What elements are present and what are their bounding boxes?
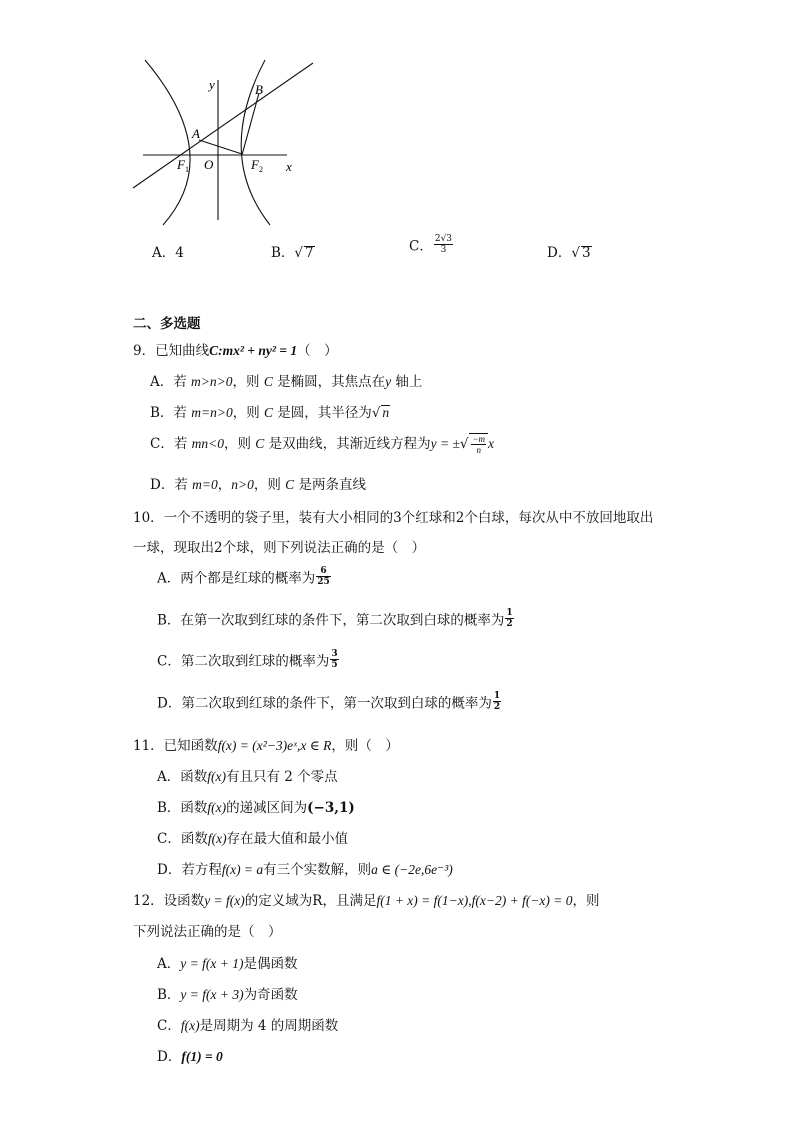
q11-function: f(x) = (x²−3)eˣ,x ∈ R — [217, 738, 332, 753]
q9-c-fraction: $\frac{-m}{n}$ — [472, 434, 486, 455]
q8-choice-d — [547, 241, 592, 261]
q10-option-a: A．两个都是红球的概率为 $\frac{6}{25}$ — [157, 566, 330, 587]
q9-option-c: C．若 mn<0，则 C 是双曲线，其渐近线方程为y = ±√ $\frac{-m}{n}$ x — [150, 434, 495, 455]
q12-stem-line1: 12．设函数y = f(x)的定义域为R，且满足f(1 + x) = f(1−x),f(x−2) + f(−x) = 0，则 — [133, 893, 600, 909]
q9-stem: 9．已知曲线C:mx² + ny² = 1（ ） — [133, 343, 338, 359]
q10-option-d: D．第二次取到红球的条件下，第一次取到白球的概率为 $\frac{1}{2}$ — [157, 691, 501, 712]
q12-condition: f(1 + x) = f(1−x),f(x−2) + f(−x) = 0 — [376, 893, 573, 908]
q10-option-c: C．第二次取到红球的概率为 $\frac{3}{5}$ — [157, 649, 338, 670]
q10-b-fraction: $\frac{1}{2}$ — [506, 608, 513, 629]
sqrt-symbol-icon: √ — [459, 436, 469, 452]
section-title: 二、多选题 — [133, 316, 201, 332]
left-branch — [145, 60, 190, 225]
q8-choice-c — [409, 234, 454, 255]
q9-option-b: B．若 m=n>0，则 C 是圆，其半径为√ n — [150, 405, 390, 421]
segment-af2 — [199, 140, 242, 154]
q11-stem: 11．已知函数f(x) = (x²−3)eˣ,x ∈ R，则（ ） — [133, 738, 399, 754]
q10-c-fraction: $\frac{3}{5}$ — [331, 649, 338, 670]
q12-option-a: A．y = f(x + 1)是偶函数 — [157, 956, 298, 972]
origin-label: O — [204, 157, 214, 172]
axis-x-label: x — [286, 159, 292, 174]
q10-d-fraction: $\frac{1}{2}$ — [493, 691, 501, 712]
sqrt-symbol-icon: √ — [371, 405, 381, 421]
q10-a-fraction: $\frac{6}{25}$ — [317, 566, 330, 587]
q10-option-b: B．在第一次取到红球的条件下，第二次取到白球的概率为 $\frac{1}{2}$ — [157, 608, 513, 629]
q10-stem-line1: 10．一个不透明的袋子里，装有大小相同的3个红球和2个白球，每次从中不放回地取出 — [133, 510, 654, 526]
axis-y-label: y — [209, 77, 215, 92]
focus-1-label: $F_1$ — [177, 157, 189, 174]
sqrt-symbol-icon: √ — [294, 245, 304, 261]
q10-stem-line2: 一球，现取出2个球，则下列说法正确的是（ ） — [133, 540, 426, 556]
q12-stem-line2: 下列说法正确的是（ ） — [133, 924, 282, 940]
q11-option-a: A．函数f(x)有且只有 2 个零点 — [157, 769, 338, 785]
hyperbola-figure — [125, 55, 325, 235]
segment-bf2 — [242, 93, 259, 155]
q9-option-d: D．若 m=0，n>0，则 C 是两条直线 — [150, 477, 366, 493]
q11-option-d: D．若方程f(x) = a有三个实数解，则a ∈ (−2e,6e⁻³) — [157, 862, 453, 878]
q8-choice-c-fraction: $\frac{2√3}{3}$ — [434, 234, 453, 255]
q8-choice-b — [271, 241, 315, 261]
q8-choice-b-radicand: 7 — [305, 245, 314, 261]
q9-equation: C:mx² + ny² = 1 — [209, 343, 298, 358]
point-a-label: A — [192, 126, 200, 141]
focus-2-label: $F_2$ — [251, 157, 263, 174]
q9-option-a: A．若 m>n>0，则 C 是椭圆，其焦点在y 轴上 — [150, 374, 423, 390]
point-b-label: B — [255, 82, 263, 97]
q8-choice-d-prefix: D． — [547, 245, 572, 261]
q8-choice-c-prefix: C． — [409, 238, 433, 255]
q12-option-b: B．y = f(x + 3)为奇函数 — [157, 987, 298, 1003]
q8-choice-d-radicand: 3 — [581, 245, 591, 261]
q12-option-d: D．f(1) = 0 — [157, 1049, 223, 1065]
q8-choice-a: A．4 — [152, 245, 184, 261]
sqrt-symbol-icon: √ — [571, 245, 580, 261]
q8-choice-b-prefix: B． — [271, 245, 295, 261]
q11-option-c: C．函数f(x)存在最大值和最小值 — [157, 831, 349, 847]
q11-option-b: B．函数f(x)的递减区间为(−3,1) — [157, 800, 355, 816]
q12-option-c: C．f(x)是周期为 4 的周期函数 — [157, 1018, 339, 1034]
